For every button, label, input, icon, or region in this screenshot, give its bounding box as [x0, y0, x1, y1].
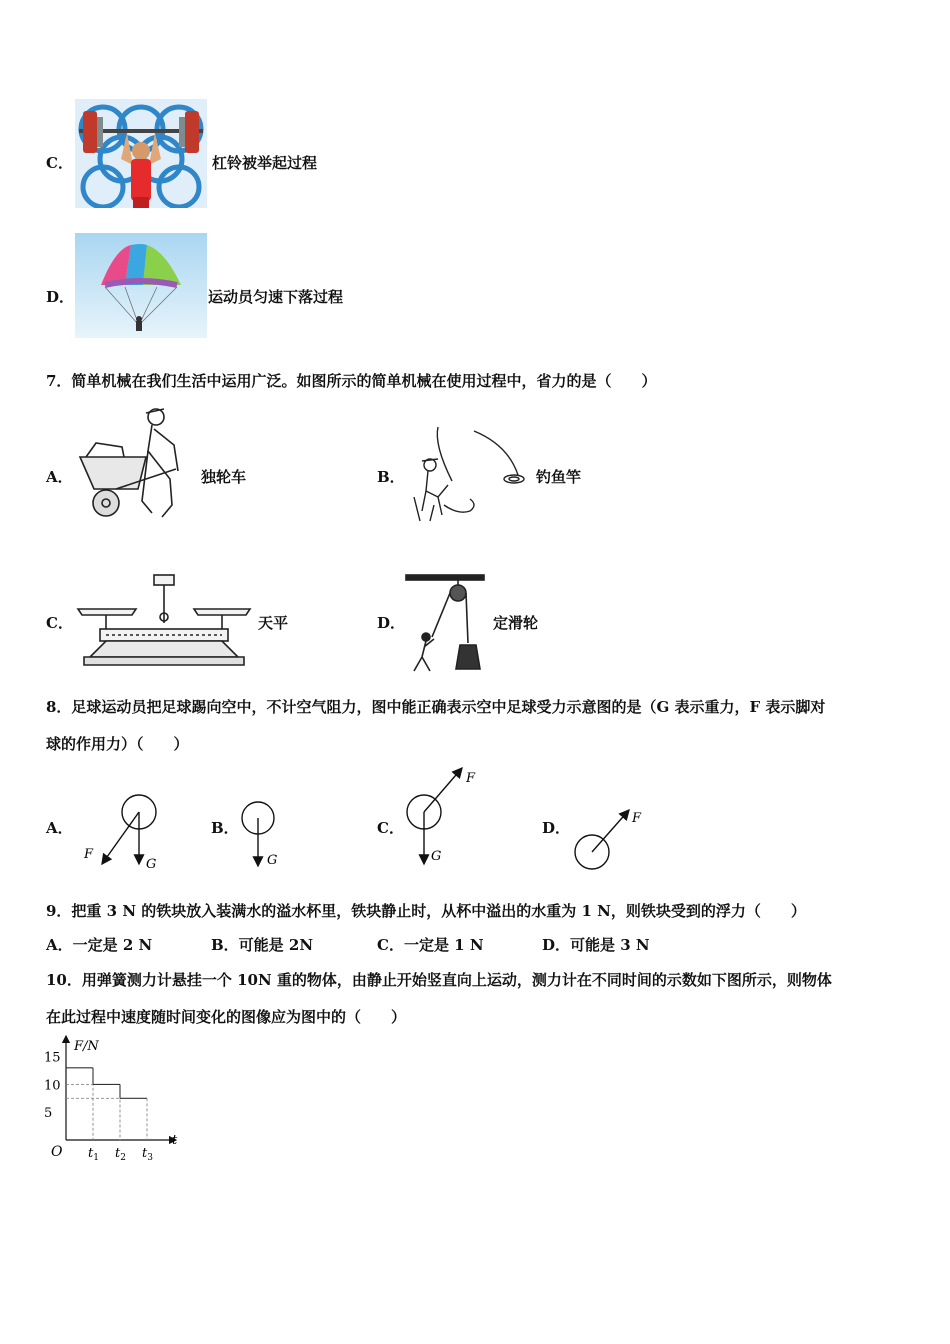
- diagram-d: [575, 810, 629, 869]
- diagram-c-f-label: F: [466, 771, 476, 786]
- q7-option-d-caption: 定滑轮: [493, 614, 539, 632]
- q9-option-d: D．可能是 3 N: [542, 936, 650, 954]
- q9-option-a: A．一定是 2 N: [46, 936, 153, 954]
- q8-option-a-label: A．: [46, 819, 73, 837]
- q9-stem: 9．把重 3 N 的铁块放入装满水的溢水杯里，铁块静止时，从杯中溢出的水重为 1 N，则铁块受到的浮力（ ）: [46, 902, 806, 920]
- diagram-a: [102, 795, 156, 864]
- q8-option-d-label: D．: [542, 819, 571, 837]
- q7-option-c-caption: 天平: [258, 614, 289, 632]
- weightlifter-image: [75, 99, 207, 208]
- force-time-chart: [40, 1030, 190, 1170]
- y-tick-label: 15: [44, 1050, 61, 1066]
- y-tick-label: 10: [44, 1078, 61, 1094]
- wheelbarrow-image: [76, 405, 196, 520]
- diagram-c-g-label: G: [431, 849, 442, 864]
- q6-option-d-caption: 运动员匀速下落过程: [208, 288, 344, 306]
- q8-stem-line2: 球的作用力）（ ）: [46, 735, 189, 753]
- balance-scale-image: [76, 573, 252, 668]
- q7-option-b-label: B．: [377, 468, 405, 486]
- x-tick-label: $t_1$: [88, 1146, 99, 1163]
- q8-stem-line1: 8．足球运动员把足球踢向空中，不计空气阻力，图中能正确表示空中足球受力示意图的是（G 表示重力，F 表示脚对: [46, 698, 826, 716]
- q10-stem-line2: 在此过程中速度随时间变化的图像应为图中的（ ）: [46, 1008, 407, 1026]
- q8-option-b-label: B．: [211, 819, 239, 837]
- diagram-a-f-label: F: [84, 847, 94, 862]
- q6-option-c-caption: 杠铃被举起过程: [212, 154, 318, 172]
- q7-option-a-caption: 独轮车: [201, 468, 247, 486]
- origin-label: O: [51, 1144, 63, 1160]
- fixed-pulley-image: [404, 573, 486, 677]
- diagram-b-g-label: G: [267, 853, 278, 868]
- q6-option-c-label: C．: [46, 154, 73, 172]
- parachutist-image: [75, 233, 207, 338]
- q9-option-c: C．一定是 1 N: [377, 936, 484, 954]
- q9-option-b: B．可能是 2N: [211, 936, 314, 954]
- q7-option-b-caption: 钓鱼竿: [536, 468, 582, 486]
- x-tick-label: $t_3$: [142, 1146, 153, 1163]
- q6-option-d-label: D．: [46, 288, 75, 306]
- q10-stem-line1: 10．用弹簧测力计悬挂一个 10N 重的物体，由静止开始竖直向上运动，测力计在不同时间的示数如下图所示，则物体: [46, 971, 832, 989]
- q8-option-c-label: C．: [377, 819, 404, 837]
- q7-stem: 7．简单机械在我们生活中运用广泛。如图所示的简单机械在使用过程中，省力的是（ ）: [46, 372, 657, 390]
- x-tick-label: $t_2$: [115, 1146, 126, 1163]
- q7-option-d-label: D．: [377, 614, 406, 632]
- q7-option-a-label: A．: [46, 468, 73, 486]
- y-axis-label: F/N: [74, 1039, 99, 1054]
- q7-option-c-label: C．: [46, 614, 73, 632]
- diagram-d-f-label: F: [632, 811, 642, 826]
- fishing-rod-image: [404, 425, 530, 522]
- y-tick-label: 5: [44, 1106, 53, 1122]
- x-axis-label: t: [172, 1133, 178, 1148]
- diagram-a-g-label: G: [146, 857, 157, 872]
- force-diagrams: [0, 760, 700, 880]
